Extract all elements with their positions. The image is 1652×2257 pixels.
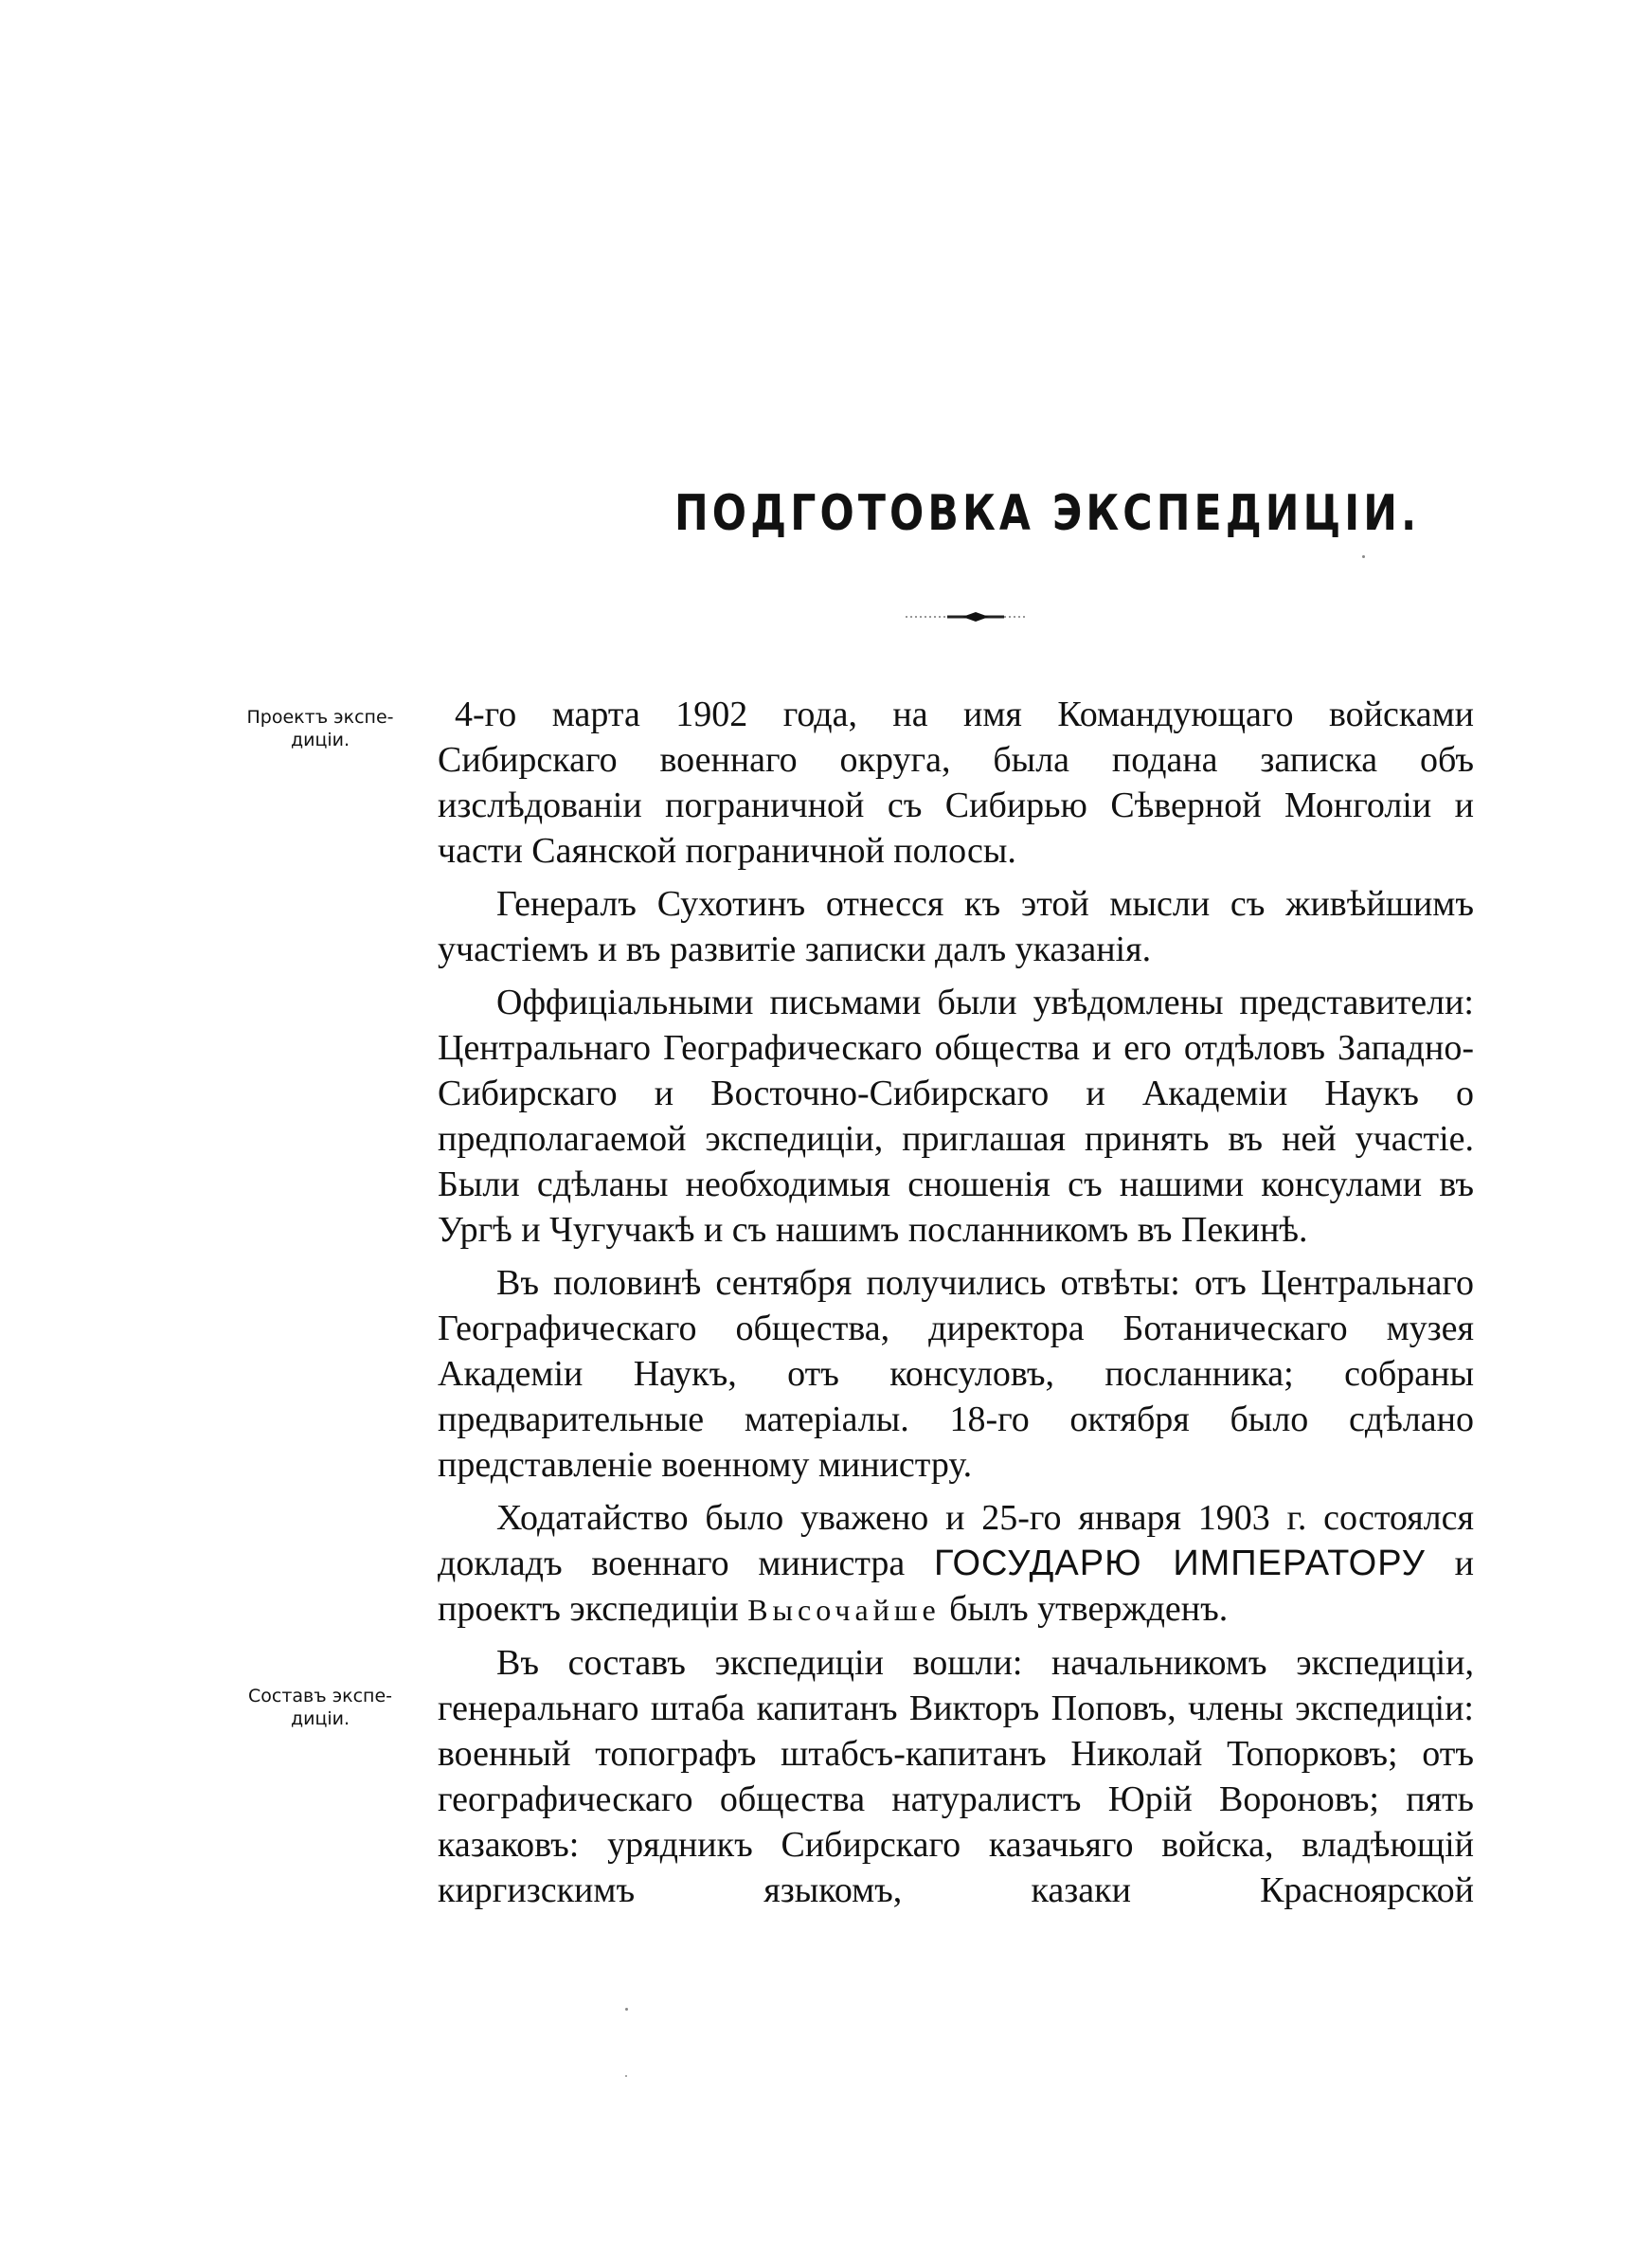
- margin-note-project: [216, 706, 424, 751]
- paragraph-5-part3: былъ утвержденъ.: [940, 1589, 1229, 1629]
- paragraph-5-part1: Ходатайство было уважено и 25-го января 1903 г. состоялся докладъ военнаго министра: [438, 1498, 1474, 1583]
- highest-word: Высочайше: [747, 1593, 941, 1627]
- print-speck: [625, 2008, 628, 2011]
- paragraph-5-part2: и проектъ экспедиціи: [438, 1544, 1474, 1629]
- body-text: [438, 692, 1474, 1921]
- paragraph-1: 4-го марта 1902 года, на имя Командующаго войсками Сибирскаго военнаго округа, была подана записка объ изслѣдованіи пограничной съ Сибирью Сѣверной Монголіи и части Саянской пограничной полосы.: [438, 695, 1474, 871]
- print-speck: [625, 2075, 627, 2077]
- paragraph-3: Оффиціальными письмами были увѣдомлены представители: Центральнаго Географическаго общества и его отдѣловъ Западно-Сибирскаго и Восточно-Сибирскаго и Академіи Наукъ о предполагаемой экспедиціи, приглашая принять въ ней участіе. Были сдѣланы необходимыя сношенія съ нашими консулами въ Ургѣ и Чугучакѣ и съ нашимъ посланникомъ въ Пекинѣ.: [438, 983, 1474, 1250]
- paragraph-4: Въ половинѣ сентября получились отвѣты: отъ Центральнаго Географическаго общества, директора Ботаническаго музея Академіи Наукъ, отъ консуловъ, посланника; собраны предварительные матеріалы. 18-го октября было сдѣлано представленіе военному министру.: [438, 1263, 1474, 1485]
- margin-note-project-text: Проектъ экспе- диціи.: [246, 707, 394, 750]
- emperor-title: ГОСУДАРЮ ИМПЕРАТОРУ: [934, 1544, 1426, 1583]
- margin-note-composition: [216, 1685, 424, 1730]
- paragraph-2: Генералъ Сухотинъ отнесся къ этой мысли съ живѣйшимъ участіемъ и въ развитіе записки далъ указанія.: [438, 884, 1474, 969]
- print-speck: [1362, 555, 1365, 558]
- chapter-title: ПОДГОТОВКА ЭКСПЕДИЦІИ.: [674, 485, 1421, 542]
- paragraph-5: [438, 1495, 1474, 1633]
- title-ornament: [900, 603, 1032, 631]
- paragraph-6: Въ составъ экспедиціи вошли: начальникомъ экспедиціи, генеральнаго штаба капитанъ Викторъ Поповъ, члены экспедиціи: военный топографъ штабсъ-капитанъ Николай Топорковъ; отъ географическаго общества натуралистъ Юрій Вороновъ; пять казаковъ: урядникъ Сибирскаго казачьяго войска, владѣющій киргизскимъ языкомъ, казаки Красноярской: [438, 1643, 1474, 1910]
- margin-note-composition-text: Составъ экспе- диціи.: [247, 1686, 393, 1729]
